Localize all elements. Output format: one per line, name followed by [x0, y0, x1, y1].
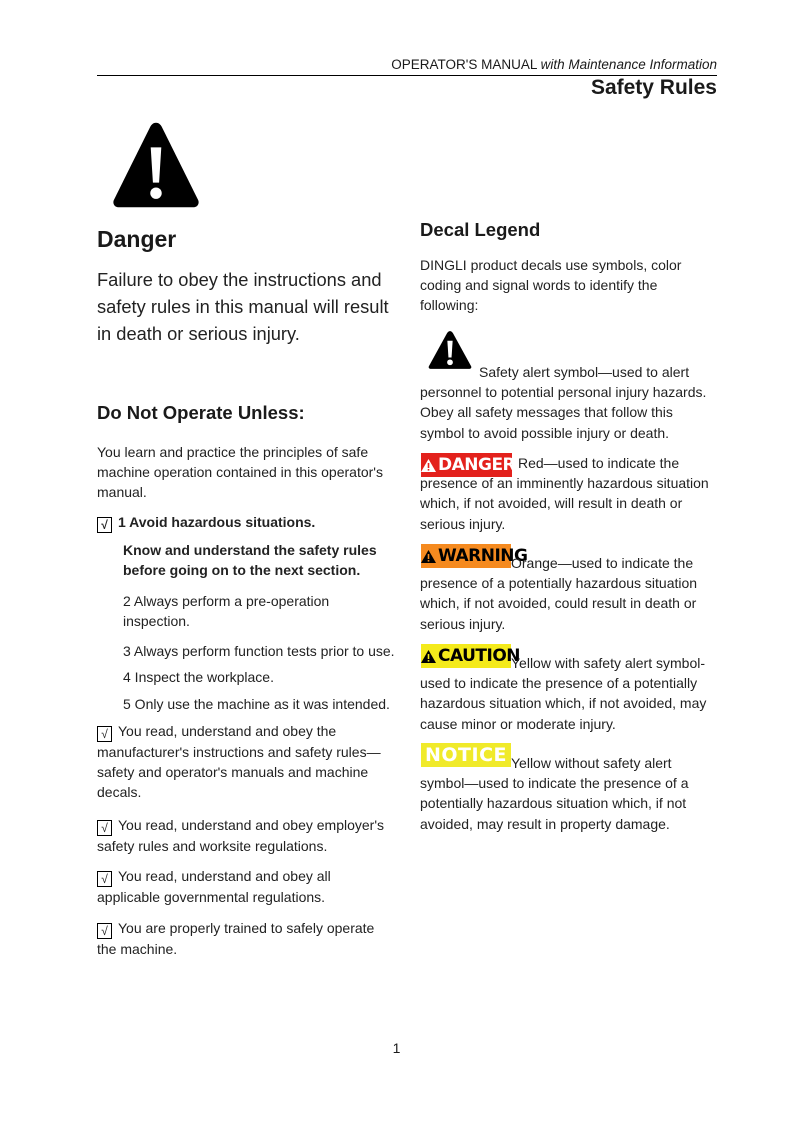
alert-symbol-description: Safety alert symbol—used to alert personnel to potential personal injury hazards. Obey all safety messages that follow this symbol to avoid possible injury or death.	[420, 364, 707, 441]
check-item-c	[97, 866, 397, 907]
page-number: 1	[392, 1040, 401, 1056]
checkbox-icon: √	[97, 871, 112, 887]
decal-legend-heading: Decal Legend	[420, 219, 541, 240]
checkbox-icon: √	[97, 820, 112, 836]
do-not-operate-heading: Do Not Operate Unless:	[97, 402, 305, 423]
danger-heading: Danger	[97, 226, 177, 252]
warning-triangle-icon	[112, 121, 200, 209]
checkbox-icon: √	[97, 726, 112, 742]
check-item-a	[97, 721, 397, 803]
caution-description: Yellow with safety alert symbol-used to indicate the presence of a potentially hazardous situation which, if not avoided, may cause minor or moderate injury.	[420, 655, 707, 732]
check-item-d	[97, 918, 397, 959]
item-3: 3 Always perform function tests prior to use.	[123, 643, 395, 659]
check-c-text: You read, understand and obey all applicable governmental regulations.	[97, 868, 331, 905]
manual-title: OPERATOR'S MANUAL	[391, 57, 537, 72]
decal-intro: DINGLI product decals use symbols, color coding and signal words to identify the following:	[420, 257, 682, 314]
check-item-b	[97, 815, 397, 856]
notice-description: Yellow without safety alert symbol—used to indicate the presence of a potentially hazardous situation which, if not avoided, may result in property damage.	[420, 755, 689, 832]
section-title: Safety Rules	[590, 76, 717, 99]
caution-label: CAUTION	[438, 646, 521, 666]
warning-label: WARNING	[438, 546, 528, 566]
check-a-text: You read, understand and obey the manufacturer's instructions and safety rules—safety and operator's manuals and machine decals.	[97, 723, 381, 801]
item1-subtext: Know and understand the safety rules before going on to the next section.	[123, 542, 377, 579]
check-item-1	[97, 512, 397, 533]
item-4: 4 Inspect the workplace.	[123, 669, 274, 685]
item1-title: 1 Avoid hazardous situations.	[118, 514, 316, 530]
warning-description: Orange—used to indicate the presence of a potentially hazardous situation which, if not avoided, could result in death or serious injury.	[420, 555, 698, 632]
running-header	[97, 57, 717, 72]
manual-subtitle: with Maintenance Information	[540, 57, 717, 72]
danger-label: DANGER	[438, 455, 516, 475]
check-b-text: You read, understand and obey employer's safety rules and worksite regulations.	[97, 817, 385, 854]
item-2: 2 Always perform a pre-operation inspection.	[123, 593, 330, 630]
checkbox-icon: √	[97, 517, 112, 533]
item-5: 5 Only use the machine as it was intended.	[123, 696, 390, 712]
danger-statement: Failure to obey the instructions and safety rules in this manual will result in death or serious injury.	[97, 269, 389, 344]
check-d-text: You are properly trained to safely operate the machine.	[97, 920, 375, 957]
intro-paragraph: You learn and practice the principles of safe machine operation contained in this operator's manual.	[97, 444, 383, 501]
checkbox-icon: √	[97, 923, 112, 939]
notice-label: NOTICE	[424, 744, 507, 766]
danger-description: Red—used to indicate the presence of an imminently hazardous situation which, if not avoided, will result in death or serious injury.	[420, 455, 709, 532]
